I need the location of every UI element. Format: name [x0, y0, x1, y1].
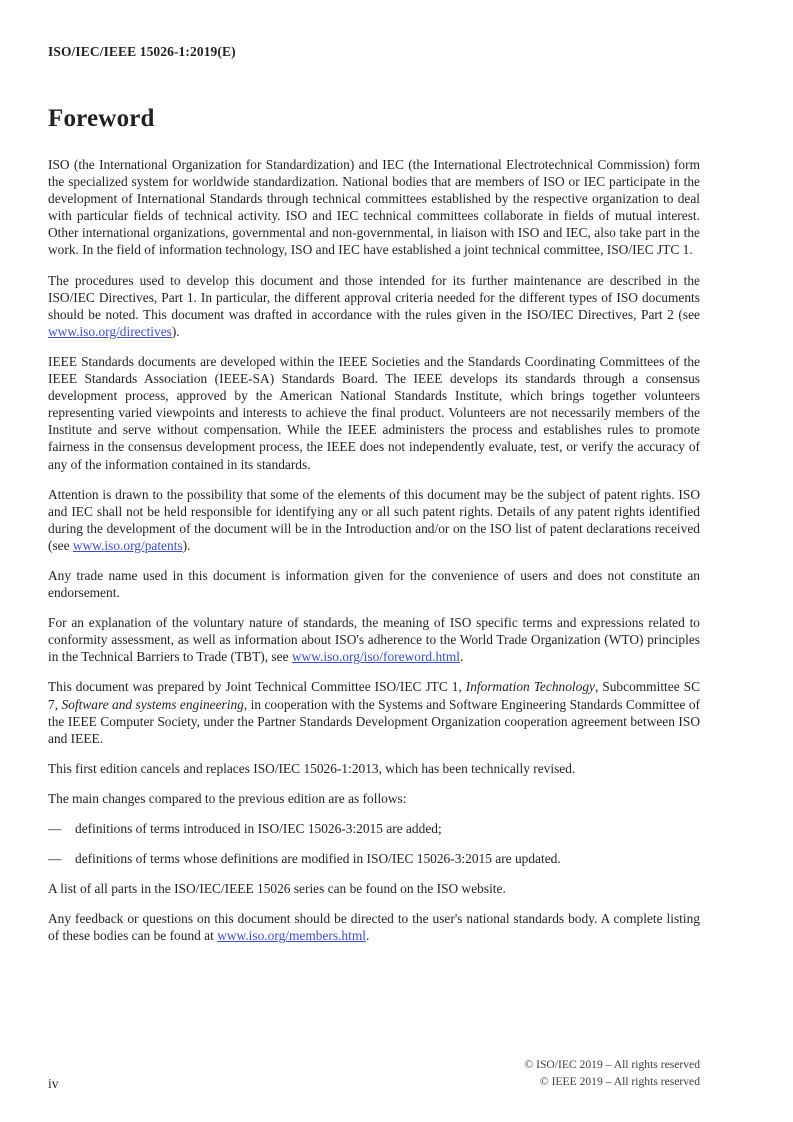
- link-iso-patents[interactable]: www.iso.org/patents: [72, 537, 183, 553]
- paragraph-text: A list of all parts in the ISO/IEC/IEEE 15026 series can be found on the ISO website.: [48, 881, 506, 897]
- footer-page-number: iv: [48, 1076, 59, 1091]
- paragraph-patent-rights: [48, 486, 700, 554]
- em-dash-marker: —: [48, 851, 62, 867]
- list-item-label: definitions of terms introduced in ISO/IEC 15026-3:2015 are added;: [75, 821, 442, 836]
- paragraph-text: The main changes compared to the previous edition are as follows:: [48, 790, 407, 806]
- paragraph-text-part: For an explanation of the voluntary nature of standards, the meaning of ISO specific terms and expressions related to conformity assessment, as well as information about ISO's adherence to the World Trade Organization (WTO) principles in the Technical Barriers to Trade (TBT), see: [48, 615, 700, 665]
- link-iso-directives[interactable]: www.iso.org/directives: [48, 323, 172, 339]
- paragraph-text-tail: .: [460, 649, 464, 665]
- paragraph-text-part: This document was prepared by Joint Technical Committee ISO/IEC JTC 1,: [48, 679, 466, 695]
- list-item: [48, 820, 700, 837]
- paragraph-feedback: [48, 910, 700, 944]
- list-item-label: definitions of terms whose definitions are modified in ISO/IEC 15026-3:2015 are updated.: [75, 851, 561, 867]
- link-iso-foreword-part1[interactable]: www.iso: [291, 649, 339, 665]
- paragraph-iso-iec-intro: [48, 156, 700, 259]
- paragraph-prepared-by: [48, 678, 700, 746]
- paragraph-text-part: , Subcommittee SC 7,: [48, 679, 700, 712]
- footer-copyright: [300, 1057, 700, 1090]
- paragraph-procedures: [48, 272, 700, 340]
- paragraph-text-tail: ).: [182, 537, 191, 553]
- list-item: [48, 850, 700, 867]
- paragraph-text: Any trade name used in this document is information given for the convenience of users and does not constitute an endorsement.: [48, 567, 700, 601]
- link-iso-members[interactable]: www.iso.org/members.html: [217, 928, 366, 944]
- paragraph-text-tail: ).: [171, 323, 180, 339]
- paragraph-first-edition: [48, 760, 700, 777]
- foreword-body: [48, 156, 700, 957]
- italic-information-technology: Information Technology: [465, 679, 595, 695]
- paragraph-text-part: The procedures used to develop this document and those intended for its further maintenance are described in the ISO/IEC Directives, Part 1. In particular, the different approval criteria needed for the different types of ISO documents should be noted. This document was drafted in accordance with the rules given in the ISO/IEC Directives, Part 2 (see: [48, 272, 700, 322]
- paragraph-list-of-parts: [48, 880, 700, 897]
- paragraph-text-tail: .: [365, 928, 370, 944]
- page-footer: [0, 1055, 793, 1115]
- document-identifier: ISO/IEC/IEEE 15026-1:2019(E): [48, 44, 236, 59]
- paragraph-main-changes-intro: [48, 790, 700, 807]
- paragraph-text-part: Any feedback or questions on this document should be directed to the user's national standards body. A complete listing of these bodies can be found at: [48, 911, 700, 944]
- paragraph-trade-name: [48, 567, 700, 601]
- copyright-ieee-line: © IEEE 2019 – All rights reserved: [539, 1074, 700, 1088]
- paragraph-text: ISO (the International Organization for Standardization) and IEC (the International Electrotechnical Commission) form the specialized system for worldwide standardization. National bodies that are members of ISO or IEC participate in the development of International Standards through technical committees established by the respective organization to deal with particular fields of technical activity. ISO and IEC technical committees collaborate in fields of mutual interest. Other international organizations, governmental and non-governmental, in liaison with ISO and IEC, also take part in the work. In the field of information technology, ISO and IEC have established a joint technical committee, ISO/IEC JTC 1.: [48, 157, 700, 258]
- page-title: Foreword: [48, 105, 155, 132]
- paragraph-text-tail: , in cooperation with the Systems and Software Engineering Standards Committee of the IEEE Computer Society, under the Partner Standards Development Organization cooperation agreement between ISO and IEEE.: [48, 696, 700, 746]
- paragraph-text: IEEE Standards documents are developed within the IEEE Societies and the Standards Coordinating Committees of the IEEE Standards Association (IEEE-SA) Standards Board. The IEEE develops its standards through a consensus development process, approved by the American National Standards Institute, which brings together volunteers representing varied viewpoints and interests to achieve the final product. Volunteers are not necessarily members of the Institute and serve without compensation. While the IEEE administers the process and establishes rules to promote fairness in the consensus development process, the IEEE does not independently evaluate, test, or verify the accuracy of any of the information contained in its standards.: [48, 353, 700, 472]
- paragraph-voluntary-nature: [48, 614, 700, 665]
- italic-software-systems-engineering: Software and systems engineering: [61, 696, 244, 712]
- link-iso-foreword-part2[interactable]: .org/iso/foreword.html: [339, 649, 460, 665]
- paragraph-text: This first edition cancels and replaces ISO/IEC 15026-1:2013, which has been technically revised.: [48, 760, 576, 776]
- em-dash-marker: —: [48, 821, 62, 836]
- paragraph-text-part: Attention is drawn to the possibility that some of the elements of this document may be the subject of patent rights. ISO and IEC shall not be held responsible for identifying any or all such patent rights. Details of any patent rights identified during the development of the document will be in the Introduction and/or on the ISO list of patent declarations received (see: [48, 486, 700, 553]
- paragraph-ieee-standards: [48, 353, 700, 473]
- copyright-iso-line: © ISO/IEC 2019 – All rights reserved: [524, 1058, 700, 1071]
